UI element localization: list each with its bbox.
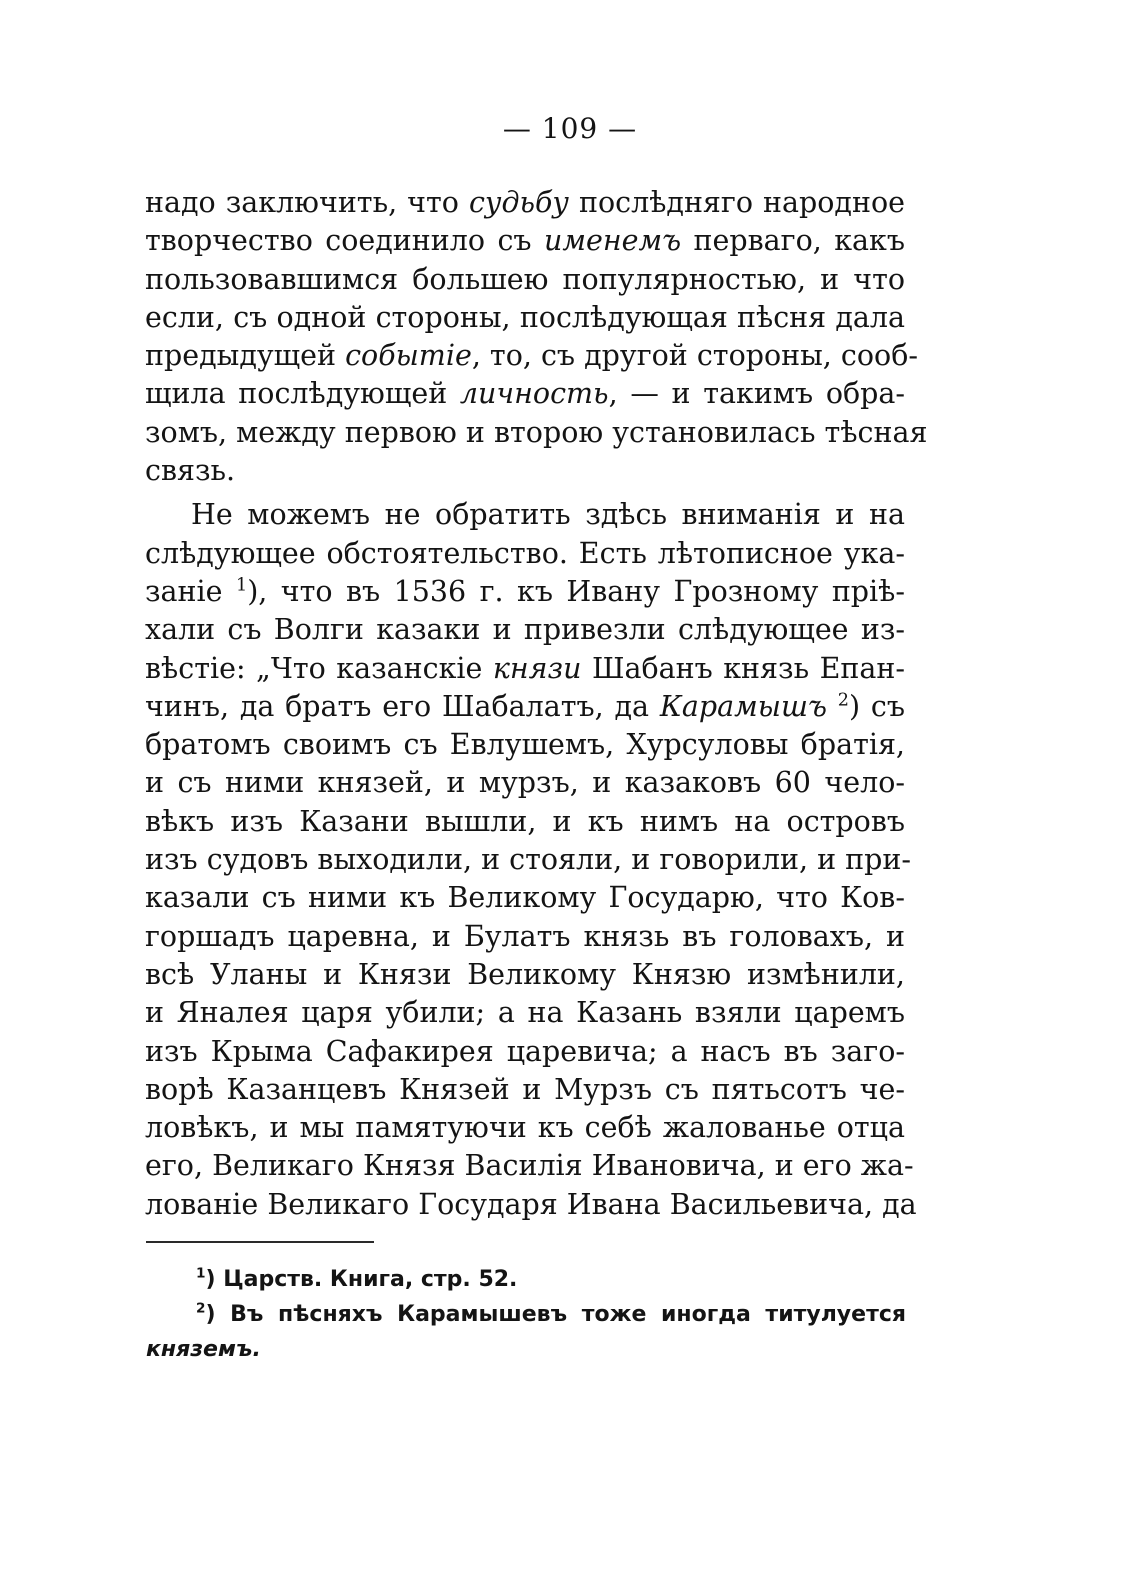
text-line: зомъ, между первою и второю установилась тѣсная (145, 415, 928, 449)
text-run: ), что въ 1536 г. къ Ивану Грозному пріѣ- (247, 574, 905, 608)
footnote-ref: 1 (235, 575, 248, 596)
footnote-marker: 1 (196, 1265, 206, 1282)
text-line: и Яналея царя убили; а на Казань взяли царемъ (145, 996, 905, 1030)
text-line: ловѣкъ, и мы памятуючи къ себѣ жалованье отца (145, 1111, 905, 1145)
text-line (145, 337, 918, 375)
text-line: хали съ Волги казаки и привезли слѣдующее из- (145, 613, 905, 647)
italic-run: Карамышъ (659, 689, 827, 723)
footnote-continuation (146, 1332, 906, 1367)
text-line (145, 573, 905, 611)
text-line: братомъ своимъ съ Евлушемъ, Хурсуловы братія, (145, 728, 905, 762)
footnote-text: ) Царств. Книга, стр. 52. (205, 1267, 518, 1292)
text-run: послѣдняго народное (568, 186, 905, 219)
text-line: казали съ ними къ Великому Государю, что Ков- (145, 881, 905, 915)
italic-run: именемъ (543, 224, 682, 258)
footnote-ref: 2 (837, 690, 849, 711)
text-line: связь. (145, 454, 236, 488)
footnote-text: ) Въ пѣсняхъ Карамышевъ тоже иногда титулуется (205, 1302, 906, 1327)
text-line: изъ судовъ выходили, и стояли, и говорили, и при- (145, 843, 911, 877)
text-line: горшадъ царевна, и Булатъ князь въ головахъ, и (145, 919, 905, 953)
text-run: чинъ, да братъ его Шабалатъ, да (145, 689, 660, 723)
italic-run: событіе (345, 339, 472, 373)
text-run: перваго, какъ (681, 224, 905, 258)
text-line: Не можемъ не обратить здѣсь вниманія и на (191, 498, 905, 532)
footnotes (146, 1262, 906, 1367)
footnote (146, 1297, 906, 1332)
italic-run: княземъ. (146, 1337, 261, 1362)
paragraph (145, 184, 928, 490)
italic-run: князи (492, 651, 582, 685)
text-line (145, 222, 905, 260)
text-line: и съ ними князей, и мурзъ, и казаковъ 60 чело- (145, 766, 905, 800)
text-line: вѣкъ изъ Казани вышли, и къ нимъ на островъ (145, 804, 905, 838)
text-line: изъ Крыма Сафакирея царевича; а насъ въ заго- (145, 1034, 905, 1068)
text-run: щила послѣдующей (145, 377, 460, 411)
body-text (145, 184, 928, 1224)
text-run: заніе (145, 574, 236, 608)
text-run: вѣстіе: „Что казанскіе (145, 651, 493, 685)
text-line: лованіе Великаго Государя Ивана Васильевича, да (145, 1187, 917, 1221)
text-line: его, Великаго Князя Василія Ивановича, и его жа- (145, 1149, 914, 1183)
text-line (145, 650, 905, 688)
text-line (145, 375, 905, 413)
text-line: ворѣ Казанцевъ Князей и Мурзъ съ пятьсотъ че- (145, 1072, 905, 1106)
footnote-divider (146, 1241, 374, 1243)
text-line (145, 688, 905, 726)
footnote-marker: 2 (196, 1300, 206, 1317)
paragraph (145, 496, 917, 1224)
text-run: предыдущей (145, 339, 346, 373)
italic-run: судьбу (468, 186, 569, 219)
text-line: всѣ Уланы и Князи Великому Князю измѣнили, (145, 957, 905, 991)
text-run: , — и такимъ обра- (608, 377, 906, 411)
text-run: творчество соединило съ (145, 224, 544, 258)
text-run: Шабанъ князь Епан- (581, 651, 906, 685)
text-run: ) съ (848, 689, 905, 723)
italic-run: личность (459, 377, 609, 411)
footnote (146, 1262, 906, 1297)
page-number: — 109 — (502, 112, 638, 145)
text-line: пользовавшимся большею популярностью, и что (145, 262, 905, 296)
text-run: надо заключить, что (145, 186, 469, 219)
text-run: , то, съ другой стороны, сооб- (471, 339, 918, 373)
text-line: если, съ одной стороны, послѣдующая пѣсня дала (145, 300, 905, 334)
text-line (145, 184, 905, 222)
text-line: слѣдующее обстоятельство. Есть лѣтописное ука- (145, 536, 905, 570)
